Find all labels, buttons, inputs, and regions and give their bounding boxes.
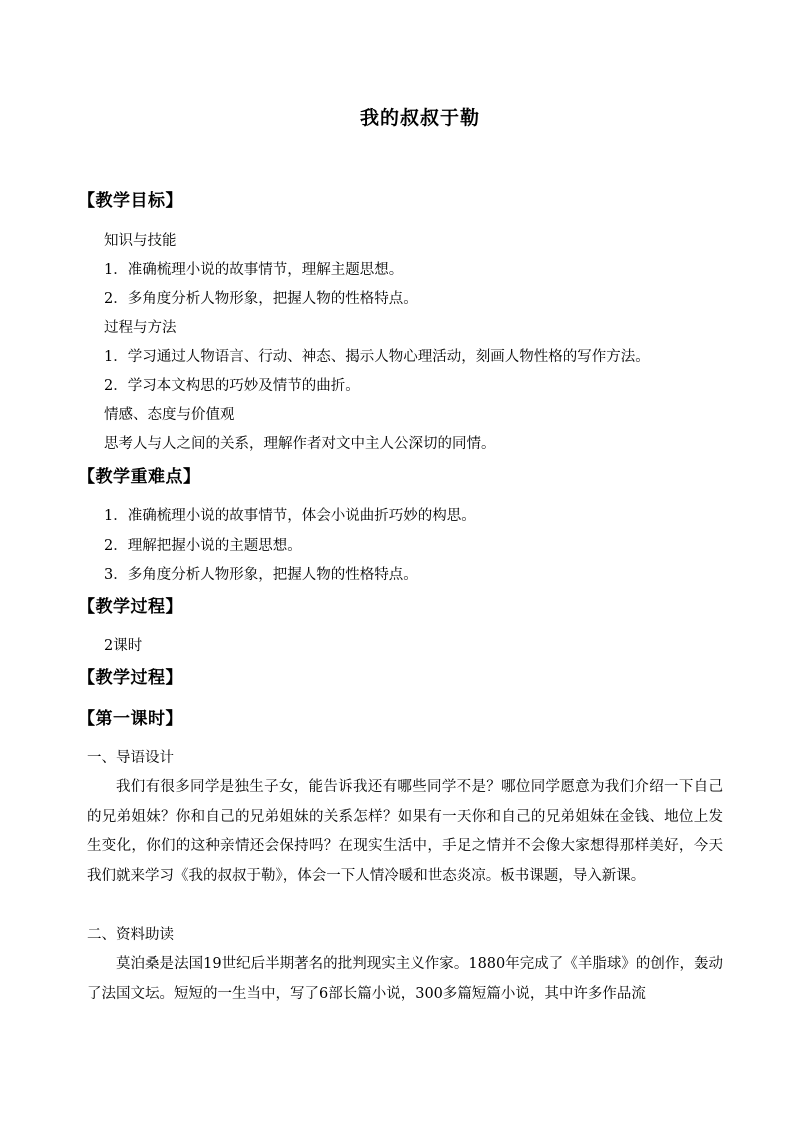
section-intro-title: 一、导语设计 — [87, 750, 174, 766]
section-reading-title: 二、资料助读 — [87, 927, 174, 943]
key-points-heading: 【教学重难点】 — [78, 467, 201, 487]
key-point-item-1: 1．准确梳理小说的故事情节，体会小说曲折巧妙的构思。 — [104, 508, 476, 524]
document-title: 我的叔叔于勒 — [359, 107, 480, 129]
process-methods-label: 过程与方法 — [104, 320, 177, 336]
emotion-values-text: 思考人与人之间的关系，理解作者对文中主人公深切的同情。 — [104, 436, 496, 452]
key-point-item-3: 3．多角度分析人物形象，把握人物的性格特点。 — [104, 567, 418, 583]
knowledge-item-1: 1．准确梳理小说的故事情节，理解主题思想。 — [104, 262, 404, 278]
emotion-values-label: 情感、态度与价值观 — [104, 407, 235, 423]
first-lesson-heading: 【第一课时】 — [78, 709, 183, 729]
process-item-1: 1．学习通过人物语言、行动、神态、揭示人物心理活动，刻画人物性格的写作方法。 — [104, 349, 650, 365]
key-point-item-2: 2．理解把握小说的主题思想。 — [104, 538, 302, 554]
objectives-heading: 【教学目标】 — [78, 191, 183, 211]
knowledge-skills-label: 知识与技能 — [104, 233, 177, 249]
section-reading-paragraph: 莫泊桑是法国19世纪后半期著名的批判现实主义作家。1880年完成了《羊脂球》的创作，轰动了法国文坛。短短的一生当中，写了6部长篇小说，300多篇短篇小说，其中许多作品流 — [87, 956, 723, 1002]
teaching-process-heading-2: 【教学过程】 — [78, 668, 183, 688]
knowledge-item-2: 2．多角度分析人物形象，把握人物的性格特点。 — [104, 291, 418, 307]
section-intro-paragraph: 我们有很多同学是独生子女，能告诉我还有哪些同学不是？哪位同学愿意为我们介绍一下自己的兄弟姐妹？你和自己的兄弟姐妹的关系怎样？如果有一天你和自己的兄弟姐妹在金钱、地位上发生变化，你们的这种亲情还会保持吗？在现实生活中，手足之情并不会像大家想得那样美好，今天我们就来学习《我的叔叔于勒》，体会一下人情冷暖和世态炎凉。板书课题，导入新课。 — [87, 779, 723, 884]
process-item-2: 2．学习本文构思的巧妙及情节的曲折。 — [104, 378, 360, 394]
class-hours-text: 2课时 — [104, 638, 143, 654]
teaching-process-heading: 【教学过程】 — [78, 597, 183, 617]
